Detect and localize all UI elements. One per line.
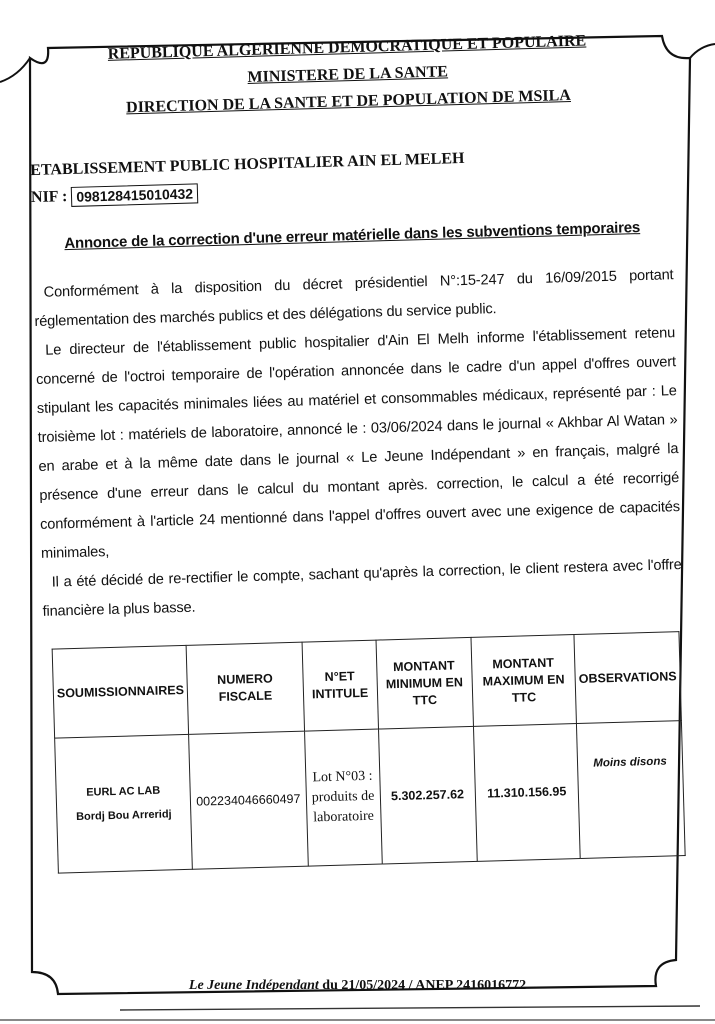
col-obs-header: OBSERVATIONS	[574, 632, 681, 724]
col-max-header: MONTANT MAXIMUM EN TTC	[471, 635, 577, 727]
cell-lot: Lot N°03 : produits de laboratoire	[304, 729, 382, 866]
footer-date-ref: du 21/05/2024 / ANEP 2416016772	[318, 978, 527, 993]
nif-value: 098128415010432	[71, 183, 198, 207]
header-ministry: MINISTERE DE LA SANTE	[247, 63, 449, 86]
publication-footer	[0, 978, 715, 994]
col-min-header: MONTANT MINIMUM EN TTC	[376, 637, 473, 729]
table-header-row	[52, 632, 681, 738]
cell-fiscal: 002234046660497	[189, 731, 308, 869]
nif-label: NIF :	[30, 188, 68, 207]
header-republic: REPUBLIQUE ALGERIENNE DEMOCRATIQUE ET POPULAIRE	[107, 32, 587, 63]
bidder-city: Bordj Bou Arreridj	[75, 808, 172, 824]
bidder-name: EURL AC LAB	[86, 784, 161, 799]
paragraph-announcement: Le directeur de l'établissement public hospitalier d'Ain El Melh informe l'établissement retenu concerné de l'octroi temporaire de l'opération annoncée dans le cadre d'un appel d'offres ouvert stipulant les capacités minimales liées au matériel et consommables médicaux, représenté par : Le troisième lot : matériels de laboratoire, annoncé le : 03/06/2024 dans le journal « Akhbar Al Watan » en arabe et à la même date dans le journal « Le Jeune Indépendant » en français, malgré la présence d'une erreur dans le calcul du montant après. correction, le calcul a été recorrigé conformément à l'article 24 mentionné dans l'appel d'offres ouvert avec une exigence de capacités minimales,	[35, 325, 681, 562]
notice-title: Annonce de la correction d'une erreur matérielle dans les subventions temporaires	[64, 219, 641, 253]
cell-observation: Moins disons	[576, 721, 685, 859]
award-table	[52, 631, 686, 873]
cell-bidder	[55, 734, 193, 873]
header-direction: DIRECTION DE LA SANTE ET DE POPULATION DE MSILA	[125, 86, 572, 117]
footer-journal: Le Jeune Indépendant	[188, 978, 319, 993]
establishment-name: ETABLISSEMENT PUBLIC HOSPITALIER AIN EL MELEH	[30, 149, 465, 180]
col-fiscal-header: NUMERO FISCALE	[186, 642, 304, 734]
document-body	[27, 25, 694, 1002]
letterhead	[27, 25, 669, 124]
table-row	[55, 721, 686, 873]
notice-text	[33, 261, 682, 627]
cell-max-amount: 11.310.156.95	[473, 724, 580, 862]
cell-min-amount: 5.302.257.62	[378, 726, 477, 864]
col-bidder-header: SOUMISSIONNAIRES	[52, 645, 189, 738]
col-lot-header: N°ET INTITULE	[302, 640, 378, 731]
paragraph-decree: Conformément à la disposition du décret présidentiel N°:15-247 du 16/09/2015 portant réglementation des marchés publics et des délégations du service public.	[34, 267, 674, 331]
paragraph-decision: Il a été décidé de re-rectifier le compte, sachant qu'après la correction, le client restera avec l'offre financière la plus basse.	[42, 557, 682, 620]
